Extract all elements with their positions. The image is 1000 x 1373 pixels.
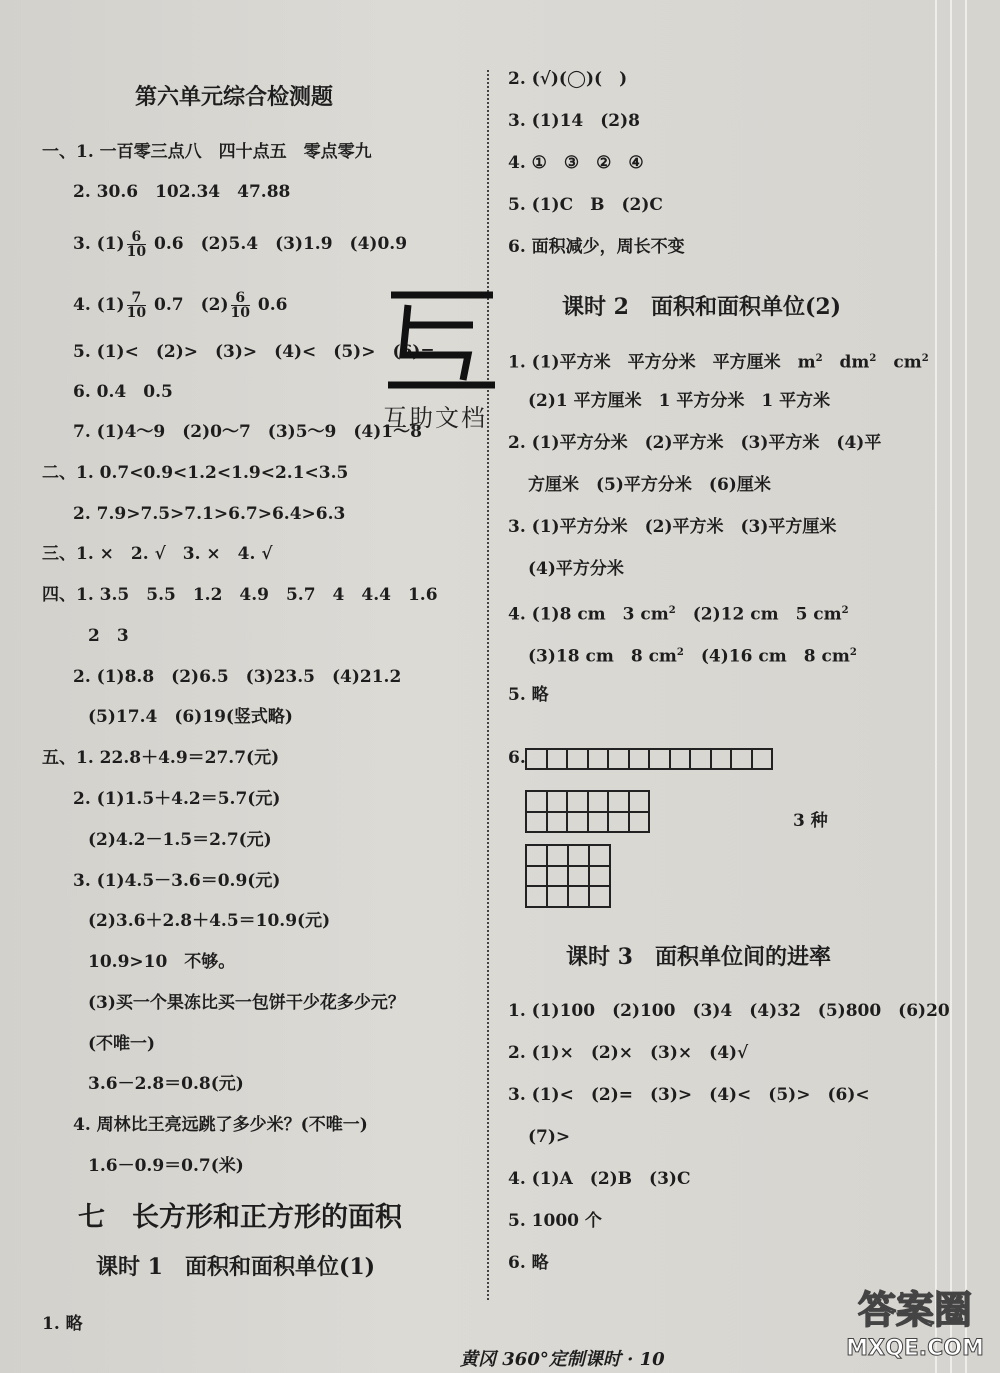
answer-line: 2. (1)8.8 (2)6.5 (3)23.5 (4)21.2 — [73, 667, 402, 687]
unit-cm: cm — [893, 352, 922, 373]
answer-line: (2)1 平方厘米 1 平方分米 1 平方米 — [528, 391, 831, 411]
answer-line: 1. (1)100 (2)100 (3)4 (4)32 (5)800 (6)20 — [508, 1001, 950, 1021]
answer-line: 四、1. 3.5 5.5 1.2 4.9 5.7 4 4.4 1.6 — [42, 585, 438, 605]
superscript: 2 — [869, 353, 877, 364]
answer-line: 6. 略 — [508, 1253, 549, 1273]
answer-line: 4. ① ③ ② ④ — [508, 153, 644, 173]
answer-line: 4. 周林比王亮远跳了多少米？(不唯一) — [73, 1115, 368, 1135]
answer-line: 1. 略 — [42, 1314, 83, 1334]
q3-label: 3. (1) — [73, 234, 125, 254]
answer-line: 5. 略 — [508, 685, 549, 705]
page-edge — [935, 0, 937, 1373]
answer-line — [73, 230, 407, 259]
answer-line: 3. (1)平方分米 (2)平方米 (3)平方厘米 — [508, 517, 837, 537]
answer-line: (7)> — [528, 1127, 571, 1147]
answer-line: (2)4.2－1.5＝2.7(元) — [88, 830, 272, 850]
answer-line: 5. (1)C B (2)C — [508, 195, 663, 215]
q3-rest: 0.6 (2)5.4 (3)1.9 (4)0.9 — [154, 234, 408, 254]
answer-line — [528, 642, 857, 668]
q4-rest: 0.6 — [257, 295, 288, 315]
answer-line: 一、1. 一百零三点八 四十点五 零点零九 — [42, 142, 372, 162]
superscript: 2 — [815, 353, 823, 364]
answer-line — [508, 600, 849, 626]
answer-line: 2 3 — [88, 626, 129, 646]
l2-q4a: 4. (1)8 cm 3 cm — [508, 604, 669, 625]
answer-line: 2. 7.9>7.5>7.1>6.7>6.4>6.3 — [73, 504, 346, 524]
answer-line: 3. (1)4.5－3.6＝0.9(元) — [73, 871, 281, 891]
lesson-title: 课时 2 面积和面积单位(2) — [562, 294, 842, 320]
answer-line: (不唯一) — [88, 1034, 156, 1054]
answer-line: 6. 面积减少，周长不变 — [508, 237, 685, 257]
chapter-title: 七 长方形和正方形的面积 — [78, 1202, 402, 1233]
fraction: $\frac{6}{10}$ — [230, 290, 250, 321]
answer-line: (3)买一个果冻比买一包饼干少花多少元？ — [88, 993, 405, 1013]
page-edge — [950, 0, 952, 1373]
answer-line: 3. (1)14 (2)8 — [508, 111, 640, 131]
watermark-text: 互助文档 — [383, 404, 487, 432]
l2-q4d: (4)16 cm 8 cm — [700, 646, 850, 667]
answer-line: 三、1. × 2. √ 3. × 4. √ — [42, 544, 273, 564]
answer-line: 方厘米 (5)平方分米 (6)厘米 — [528, 475, 771, 495]
answer-line: 10.9>10 不够。 — [88, 952, 236, 972]
lesson-title: 课时 3 面积单位间的进率 — [566, 944, 831, 970]
fraction: $\frac{6}{10}$ — [126, 229, 147, 260]
logo-bottom-text: MXQE.COM — [846, 1336, 984, 1361]
logo-top-text: 答案圈 — [857, 1288, 973, 1332]
answer-line: 2. (1)1.5＋4.2＝5.7(元) — [73, 789, 281, 809]
answer-line: 6. — [508, 748, 526, 768]
answer-line — [73, 291, 287, 320]
superscript: 2 — [921, 353, 929, 364]
l2-q4c: (3)18 cm 8 cm — [528, 646, 677, 667]
rectangle-3x4 — [525, 844, 611, 908]
rectangle-1x12 — [525, 748, 773, 770]
q4-label: 4. (1) — [73, 295, 125, 315]
answer-line: (2)3.6＋2.8＋4.5＝10.9(元) — [88, 911, 331, 931]
page-edge — [965, 0, 967, 1373]
answer-line: 3 种 — [793, 811, 828, 831]
section-title: 第六单元综合检测题 — [135, 84, 334, 110]
answer-line: 6. 0.4 0.5 — [73, 382, 173, 402]
answer-line: 1.6－0.9＝0.7(米) — [88, 1156, 244, 1176]
answer-line: 2. (√)(◯)( ) — [508, 69, 628, 89]
answer-line: 5. (1)< (2)> (3)> (4)< (5)> (6)= — [73, 342, 435, 362]
rectangle-2x6 — [525, 790, 650, 833]
answer-line: 2. 30.6 102.34 47.88 — [73, 182, 291, 202]
answer-line — [508, 348, 929, 374]
answer-line: 7. (1)4～9 (2)0～7 (3)5～9 (4)1～8 — [73, 422, 422, 442]
superscript: 2 — [676, 647, 684, 658]
answer-line: 2. (1)平方分米 (2)平方米 (3)平方米 (4)平 — [508, 433, 882, 453]
answer-line: (4)平方分米 — [528, 559, 624, 579]
answer-line: 2. (1)× (2)× (3)× (4)√ — [508, 1043, 749, 1063]
superscript: 2 — [668, 605, 676, 616]
l2-q1-text: 1. (1)平方米 平方分米 平方厘米 m — [508, 352, 816, 373]
lesson-title: 课时 1 面积和面积单位(1) — [96, 1254, 376, 1280]
site-logo — [840, 1275, 990, 1365]
l2-q4b: (2)12 cm 5 cm — [692, 604, 842, 625]
column-divider — [487, 70, 489, 1300]
answer-line: (5)17.4 (6)19(竖式略) — [88, 707, 293, 727]
answer-line: 4. (1)A (2)B (3)C — [508, 1169, 691, 1189]
superscript: 2 — [841, 605, 849, 616]
q4-mid: 0.7 (2) — [154, 295, 229, 315]
superscript: 2 — [849, 647, 857, 658]
answer-line: 五、1. 22.8＋4.9＝27.7(元) — [42, 748, 280, 768]
answer-line: 3. (1)< (2)= (3)> (4)< (5)> (6)< — [508, 1085, 870, 1105]
answer-line: 3.6－2.8＝0.8(元) — [88, 1074, 244, 1094]
unit-dm: dm — [839, 352, 870, 373]
answer-line: 5. 1000 个 — [508, 1211, 602, 1231]
answer-line: 二、1. 0.7<0.9<1.2<1.9<2.1<3.5 — [42, 463, 349, 483]
page-footer: 黄冈 360°定制课时 · 10 — [460, 1349, 665, 1370]
fraction: $\frac{7}{10}$ — [126, 290, 147, 321]
